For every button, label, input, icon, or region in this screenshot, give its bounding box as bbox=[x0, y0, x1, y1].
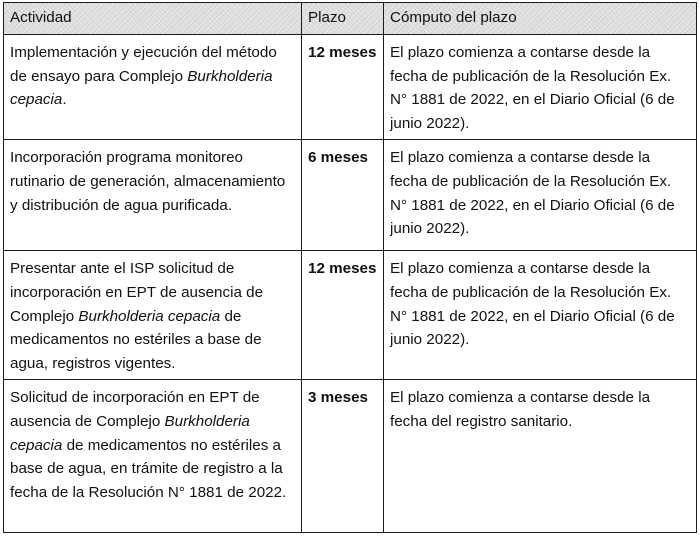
table-row bbox=[4, 251, 697, 380]
table-row bbox=[4, 35, 697, 140]
actividad-text: Presentar ante el ISP solicitud de incorporación en EPT de ausencia de Complejo bbox=[10, 260, 264, 325]
actividad-cell bbox=[4, 140, 302, 251]
actividad-text-end: de medicamentos no estériles a base de agua, en trámite de registro a la fecha de la Resolución N° 1881 de 2022. bbox=[10, 436, 287, 501]
plazo-cell: 6 meses bbox=[302, 140, 384, 251]
actividad-species-italic: Burkholderia cepacia bbox=[78, 307, 221, 325]
header-plazo: Plazo bbox=[302, 3, 384, 35]
table-row bbox=[4, 380, 697, 533]
table-row bbox=[4, 140, 697, 251]
computo-cell: El plazo comienza a contarse desde la fecha del registro sanitario. bbox=[384, 380, 697, 533]
computo-cell: El plazo comienza a contarse desde la fecha de publicación de la Resolución Ex. N° 1881 de 2022, en el Diario Oficial (6 de junio 2022). bbox=[384, 140, 697, 251]
actividad-cell bbox=[4, 380, 302, 533]
computo-cell: El plazo comienza a contarse desde la fecha de publicación de la Resolución Ex. N° 1881 de 2022, en el Diario Oficial (6 de junio 2022). bbox=[384, 251, 697, 380]
actividad-text-end: de medicamentos no estériles a base de agua, registros vigentes. bbox=[10, 307, 262, 372]
plazo-cell: 12 meses bbox=[302, 35, 384, 140]
actividad-species-italic: Burkholderia cepacia bbox=[10, 412, 250, 454]
header-computo: Cómputo del plazo bbox=[384, 3, 697, 35]
actividad-cell bbox=[4, 251, 302, 380]
actividad-text: Implementación y ejecución del método de ensayo para Complejo bbox=[10, 44, 277, 85]
actividad-text: Incorporación programa monitoreo rutinario de generación, almacenamiento y distribución de agua purificada. bbox=[10, 149, 286, 214]
actividad-species-italic: Burkholderia cepacia bbox=[10, 67, 273, 109]
actividad-text-end: . bbox=[62, 91, 67, 109]
table-header-row bbox=[4, 3, 697, 35]
activity-table bbox=[3, 2, 697, 533]
actividad-cell bbox=[4, 35, 302, 140]
plazo-cell: 3 meses bbox=[302, 380, 384, 533]
computo-cell: El plazo comienza a contarse desde la fecha de publicación de la Resolución Ex. N° 1881 de 2022, en el Diario Oficial (6 de junio 2022). bbox=[384, 35, 697, 140]
header-actividad: Actividad bbox=[4, 3, 302, 35]
actividad-text: Solicitud de incorporación en EPT de ausencia de Complejo bbox=[10, 389, 260, 430]
plazo-cell: 12 meses bbox=[302, 251, 384, 380]
